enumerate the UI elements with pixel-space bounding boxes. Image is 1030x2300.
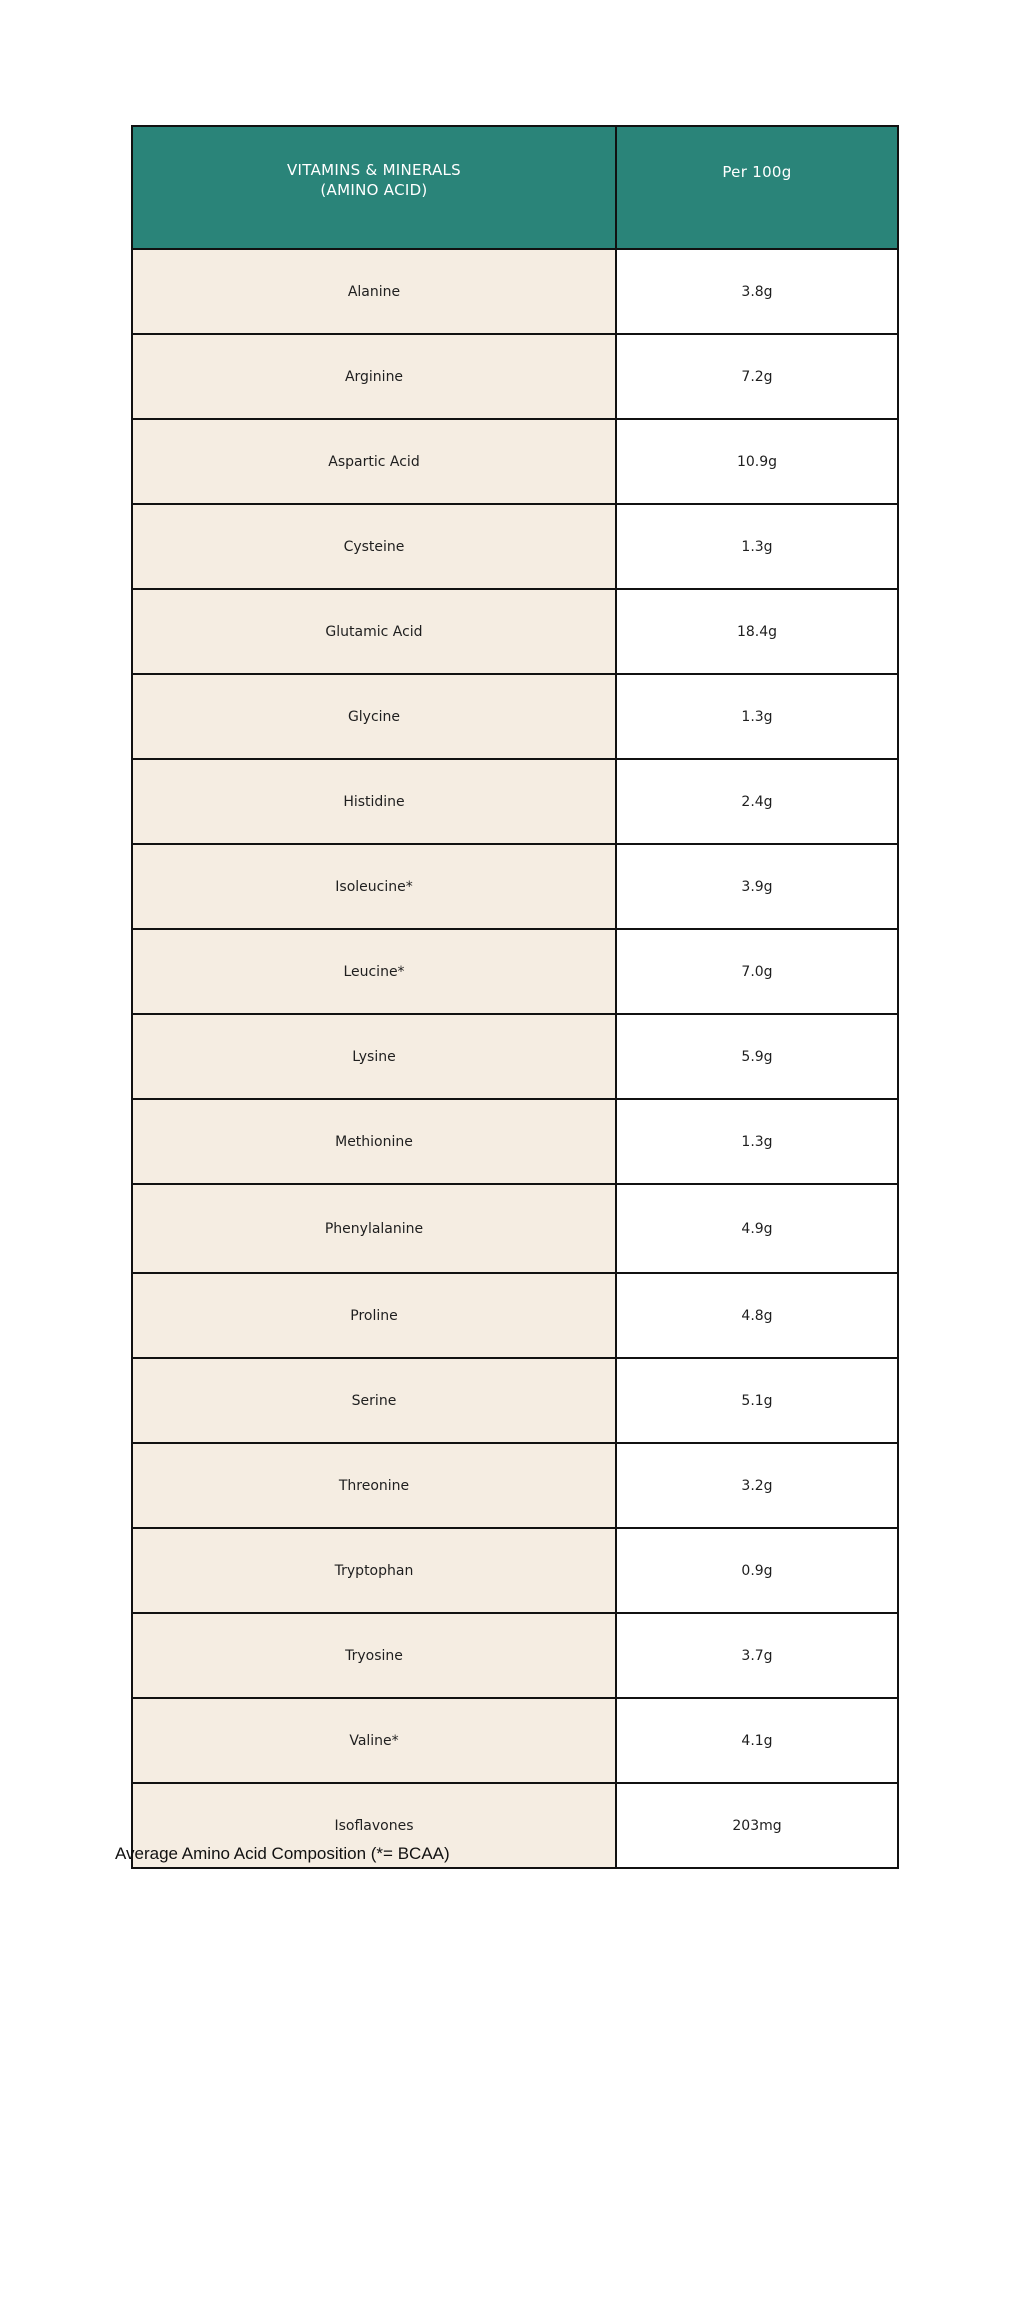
nutrient-value: 0.9g bbox=[616, 1528, 898, 1613]
table-row bbox=[132, 589, 898, 674]
nutrient-name: Threonine bbox=[132, 1443, 616, 1528]
table-row bbox=[132, 1443, 898, 1528]
nutrient-value: 18.4g bbox=[616, 589, 898, 674]
nutrient-value: 4.9g bbox=[616, 1184, 898, 1273]
table-row bbox=[132, 1099, 898, 1184]
nutrient-name: Lysine bbox=[132, 1014, 616, 1099]
nutrient-value: 203mg bbox=[616, 1783, 898, 1868]
table-row bbox=[132, 249, 898, 334]
table-row bbox=[132, 1273, 898, 1358]
nutrient-name: Aspartic Acid bbox=[132, 419, 616, 504]
nutrient-name: Valine* bbox=[132, 1698, 616, 1783]
table-row bbox=[132, 759, 898, 844]
nutrient-name: Tryosine bbox=[132, 1613, 616, 1698]
nutrient-name: Proline bbox=[132, 1273, 616, 1358]
nutrient-name: Tryptophan bbox=[132, 1528, 616, 1613]
table-row bbox=[132, 674, 898, 759]
nutrient-value: 3.7g bbox=[616, 1613, 898, 1698]
nutrient-name: Cysteine bbox=[132, 504, 616, 589]
nutrient-name: Isoleucine* bbox=[132, 844, 616, 929]
table-row bbox=[132, 1358, 898, 1443]
table-row bbox=[132, 844, 898, 929]
amino-acid-table-container bbox=[131, 125, 897, 1869]
header-nutrient bbox=[132, 126, 616, 249]
table-row bbox=[132, 334, 898, 419]
table-row bbox=[132, 1613, 898, 1698]
nutrient-name: Phenylalanine bbox=[132, 1184, 616, 1273]
nutrient-name: Methionine bbox=[132, 1099, 616, 1184]
table-row bbox=[132, 1698, 898, 1783]
table-row bbox=[132, 1184, 898, 1273]
nutrient-value: 1.3g bbox=[616, 504, 898, 589]
nutrient-value: 3.8g bbox=[616, 249, 898, 334]
table-row bbox=[132, 419, 898, 504]
table-row bbox=[132, 1014, 898, 1099]
nutrient-value: 5.9g bbox=[616, 1014, 898, 1099]
table-caption: Average Amino Acid Composition (*= BCAA) bbox=[115, 1844, 450, 1863]
nutrient-name: Arginine bbox=[132, 334, 616, 419]
nutrient-value: 3.9g bbox=[616, 844, 898, 929]
nutrient-name: Glycine bbox=[132, 674, 616, 759]
table-header-row bbox=[132, 126, 898, 249]
nutrient-value: 2.4g bbox=[616, 759, 898, 844]
nutrient-name: Serine bbox=[132, 1358, 616, 1443]
header-per-100g: Per 100g bbox=[616, 126, 898, 249]
nutrient-name: Leucine* bbox=[132, 929, 616, 1014]
table-row bbox=[132, 504, 898, 589]
nutrient-value: 5.1g bbox=[616, 1358, 898, 1443]
nutrient-name: Glutamic Acid bbox=[132, 589, 616, 674]
nutrient-value: 3.2g bbox=[616, 1443, 898, 1528]
nutrient-name: Alanine bbox=[132, 249, 616, 334]
header-nutrient-line1: VITAMINS & MINERALS bbox=[286, 160, 461, 179]
nutrient-value: 4.1g bbox=[616, 1698, 898, 1783]
nutrient-name: Isoflavones bbox=[132, 1783, 616, 1868]
amino-acid-table bbox=[131, 125, 899, 1869]
nutrient-value: 1.3g bbox=[616, 1099, 898, 1184]
nutrient-value: 7.2g bbox=[616, 334, 898, 419]
nutrient-name: Histidine bbox=[132, 759, 616, 844]
nutrient-value: 7.0g bbox=[616, 929, 898, 1014]
table-row bbox=[132, 929, 898, 1014]
header-nutrient-line2: (AMINO ACID) bbox=[320, 180, 428, 199]
table-row bbox=[132, 1528, 898, 1613]
nutrient-value: 10.9g bbox=[616, 419, 898, 504]
nutrient-value: 4.8g bbox=[616, 1273, 898, 1358]
nutrient-value: 1.3g bbox=[616, 674, 898, 759]
